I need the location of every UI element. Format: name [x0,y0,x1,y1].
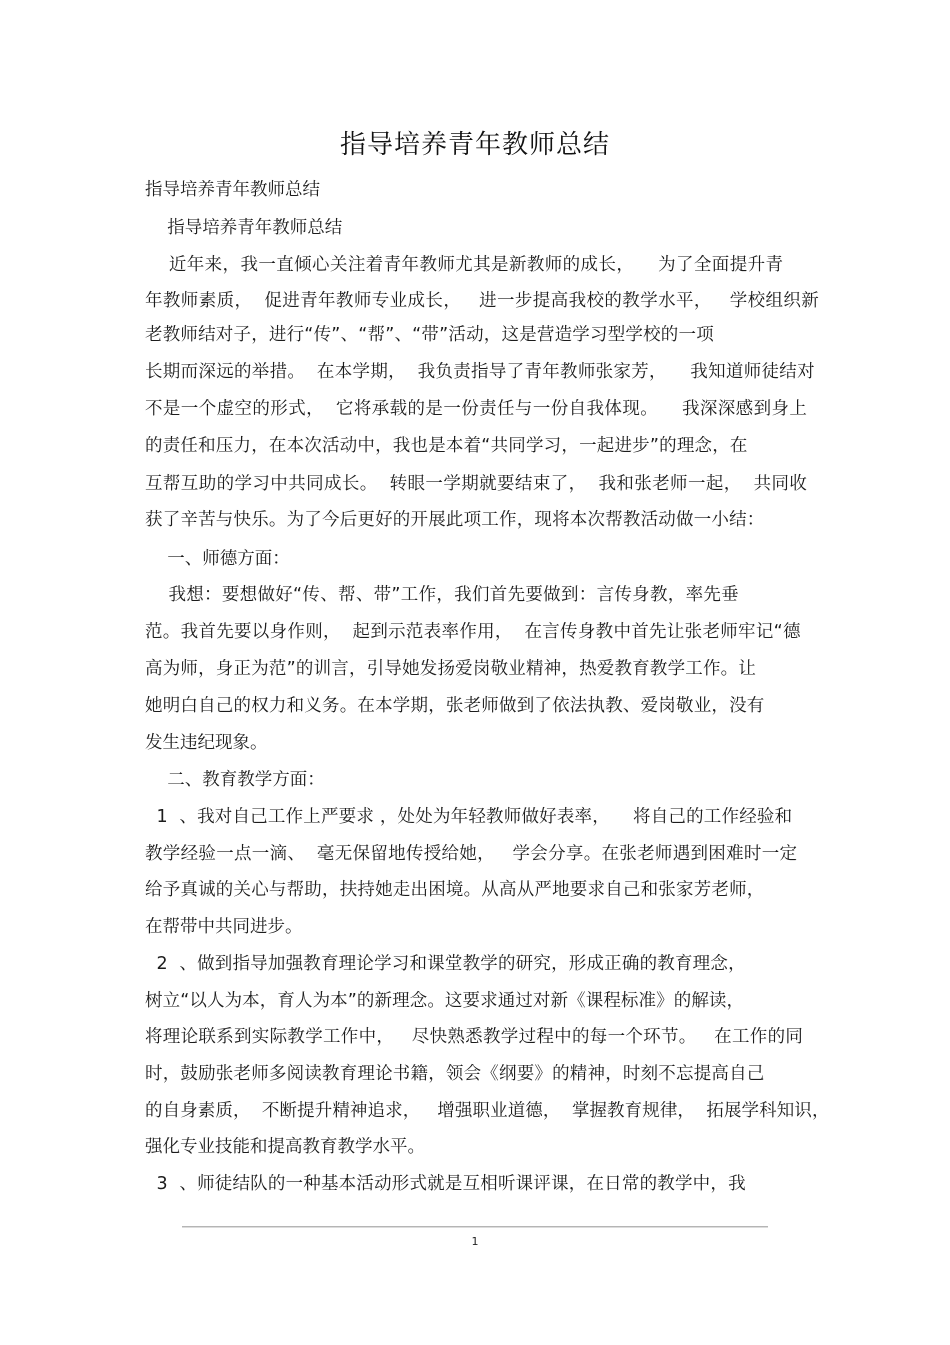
body-line: 年教师素质， 促进青年教师专业成长， 进一步提高我校的教学水平， 学校组织新 [145,291,820,311]
body-line: 近年来，我一直倾心关注着青年教师尤其是新教师的成长， 为了全面提升青 [145,255,784,275]
body-line: 强化专业技能和提高教育教学水平。 [145,1137,425,1157]
body-line: 她明白自己的权力和义务。在本学期，张老师做到了依法执教、爱岗敬业，没有 [145,696,765,716]
body-line: 1 、我对自己工作上严要求 ，处处为年轻教师做好表率， 将自己的工作经验和 [145,807,793,827]
body-line: 获了辛苦与快乐。为了今后更好的开展此项工作，现将本次帮教活动做一小结： [145,510,765,530]
page-number: 1 [471,1235,479,1248]
body-line: 范。我首先要以身作则， 起到示范表率作用， 在言传身教中首先让张老师牢记“德 [145,622,801,642]
body-line: 树立“以人为本，育人为本”的新理念。这要求通过对新《课程标准》的解读， [145,991,745,1011]
body-line: 一、师德方面： [145,549,290,569]
body-line: 老教师结对子，进行“传”、“帮”、“带”活动，这是营造学习型学校的一项 [145,325,714,345]
body-line: 的责任和压力，在本次活动中，我也是本着“共同学习，一起进步”的理念，在 [145,436,748,456]
body-line: 教学经验一点一滴、 毫无保留地传授给她， 学会分享。在张老师遇到困难时一定 [145,844,798,864]
body-line: 指导培养青年教师总结 [145,180,320,200]
body-line: 2 、做到指导加强教育理论学习和课堂教学的研究，形成正确的教育理念， [145,954,746,974]
body-line: 将理论联系到实际教学工作中， 尽快熟悉教学过程中的每一个环节。 在工作的同 [145,1027,804,1047]
body-line: 给予真诚的关心与帮助，扶持她走出困境。从高从严地要求自己和张家芳老师， [145,880,765,900]
body-line: 的自身素质， 不断提升精神追求， 增强职业道德， 掌握教育规律， 拓展学科知识， [145,1101,830,1121]
body-line: 我想：要想做好“传、帮、带”工作，我们首先要做到：言传身教，率先垂 [145,585,739,605]
document-title: 指导培养青年教师总结 [339,130,610,160]
body-line: 在帮带中共同进步。 [145,917,303,937]
body-line: 发生违纪现象。 [145,733,268,753]
body-line: 二、教育教学方面： [145,770,325,790]
body-line: 不是一个虚空的形式， 它将承载的是一份责任与一份自我体现。 我深深感到身上 [145,399,808,419]
body-line: 长期而深远的举措。 在本学期， 我负责指导了青年教师张家芳， 我知道师徒结对 [145,362,815,382]
body-line: 高为师，身正为范”的训言，引导她发扬爱岗敬业精神，热爱教育教学工作。让 [145,659,757,679]
body-line: 时，鼓励张老师多阅读教育理论书籍，领会《纲要》的精神，时刻不忘提高自己 [145,1064,765,1084]
body-line: 互帮互助的学习中共同成长。 转眼一学期就要结束了， 我和张老师一起， 共同收 [145,474,808,494]
footer-divider [182,1226,768,1227]
body-line: 3 、师徒结队的一种基本活动形式就是互相听课评课，在日常的教学中，我 [145,1174,746,1194]
body-line: 指导培养青年教师总结 [145,218,343,238]
